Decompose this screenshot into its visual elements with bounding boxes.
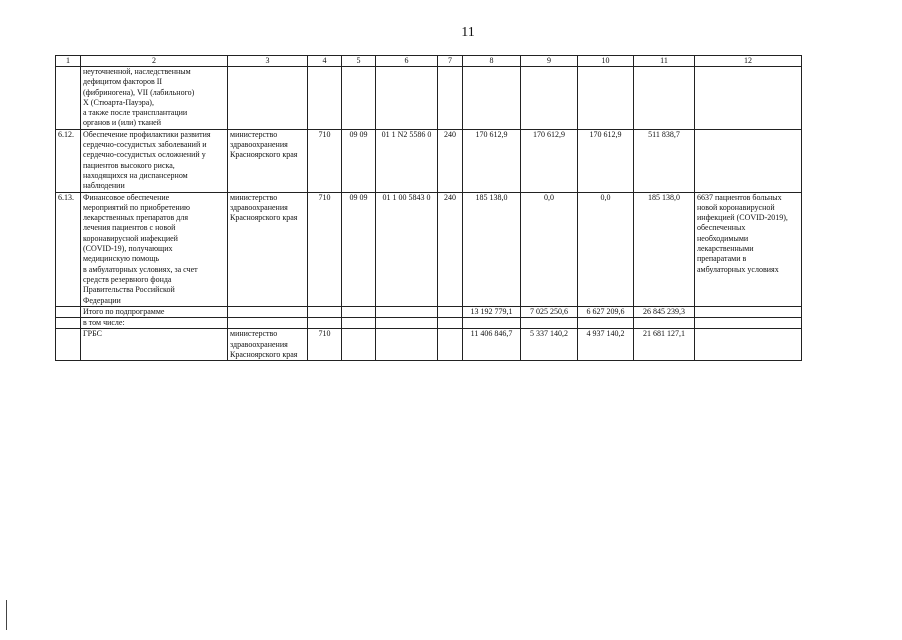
item-number-cell: 6.13. xyxy=(56,192,81,306)
grbs-name-cell xyxy=(228,192,308,306)
item-number-cell: 6.12. xyxy=(56,129,81,192)
target-article-cell: 01 1 00 5843 0 xyxy=(376,192,438,306)
cell-line: Финансовое обеспечение xyxy=(83,192,170,202)
section-code-cell xyxy=(342,329,376,361)
cell-line: инфекцией (COVID-2019), xyxy=(697,213,788,223)
item-name-cell xyxy=(81,318,228,329)
target-article-cell: 01 1 N2 5586 0 xyxy=(376,129,438,192)
amount-year2-cell xyxy=(521,318,578,329)
amount-total-cell xyxy=(634,318,695,329)
cell-line: обеспеченных xyxy=(697,223,746,233)
expense-type-cell: 240 xyxy=(438,129,463,192)
expected-result-cell xyxy=(695,329,802,361)
cell-line: дефицитом факторов II xyxy=(83,77,163,87)
cell-line: Красноярского края xyxy=(230,213,298,223)
header-row xyxy=(56,56,802,67)
cell-line: министерство xyxy=(230,329,278,339)
cell-line: сердечно-сосудистых осложнений у xyxy=(83,150,206,160)
table-row xyxy=(56,329,802,361)
expected-result-cell xyxy=(695,67,802,130)
grbs-code-cell: 710 xyxy=(308,192,342,306)
amount-year3-cell xyxy=(578,67,634,130)
cell-line: средств резервного фонда xyxy=(83,274,172,284)
cell-line: 6637 пациентов больных xyxy=(697,192,782,202)
cell-line: здравоохранения xyxy=(230,140,288,150)
amount-year3-cell: 4 937 140,2 xyxy=(578,329,634,361)
column-number-cell: 2 xyxy=(81,56,228,67)
amount-year2-cell xyxy=(521,67,578,130)
amount-year3-cell: 6 627 209,6 xyxy=(578,306,634,317)
cell-line: медицинскую помощь xyxy=(83,254,160,264)
item-number-cell xyxy=(56,306,81,317)
target-article-cell xyxy=(376,306,438,317)
table-row xyxy=(56,192,802,306)
cell-line: Обеспечение профилактики развития xyxy=(83,129,211,139)
cell-line: министерство xyxy=(230,192,278,202)
expense-type-cell xyxy=(438,67,463,130)
grbs-code-cell xyxy=(308,306,342,317)
cell-line: лекарственными xyxy=(697,244,754,254)
column-number-cell: 12 xyxy=(695,56,802,67)
target-article-cell xyxy=(376,318,438,329)
cell-line: сердечно-сосудистых заболеваний и xyxy=(83,140,207,150)
table-row xyxy=(56,67,802,130)
table-row xyxy=(56,129,802,192)
cell-line: Правительства Российской xyxy=(83,285,175,295)
cell-line: необходимыми xyxy=(697,233,749,243)
amount-year2-cell: 170 612,9 xyxy=(521,129,578,192)
amount-year1-cell: 11 406 846,7 xyxy=(463,329,521,361)
cell-line: министерство xyxy=(230,129,278,139)
column-number-cell: 1 xyxy=(56,56,81,67)
cell-line: мероприятий по приобретению xyxy=(83,202,190,212)
cell-line: препаратами в xyxy=(697,254,747,264)
section-code-cell xyxy=(342,67,376,130)
page-number: 11 xyxy=(461,25,475,40)
cell-line: наблюдении xyxy=(83,181,125,191)
grbs-name-cell xyxy=(228,318,308,329)
section-code-cell xyxy=(342,318,376,329)
target-article-cell xyxy=(376,67,438,130)
margin-line xyxy=(6,600,7,630)
cell-line: ГРБС xyxy=(83,329,102,339)
budget-table xyxy=(55,55,802,361)
cell-line: Итого по подпрограмме xyxy=(83,306,165,316)
column-number-cell: 6 xyxy=(376,56,438,67)
amount-year2-cell: 7 025 250,6 xyxy=(521,306,578,317)
cell-line: находящихся на диспансерном xyxy=(83,170,188,180)
grbs-code-cell: 710 xyxy=(308,129,342,192)
item-number-cell xyxy=(56,67,81,130)
target-article-cell xyxy=(376,329,438,361)
cell-line: (фибриногена), VII (лабильного) xyxy=(83,87,195,97)
expected-result-cell xyxy=(695,306,802,317)
item-name-cell xyxy=(81,329,228,361)
cell-line: Красноярского края xyxy=(230,350,298,360)
section-code-cell: 09 09 xyxy=(342,192,376,306)
amount-year1-cell: 13 192 779,1 xyxy=(463,306,521,317)
amount-year2-cell: 0,0 xyxy=(521,192,578,306)
amount-total-cell: 185 138,0 xyxy=(634,192,695,306)
amount-year3-cell: 170 612,9 xyxy=(578,129,634,192)
table-row xyxy=(56,306,802,317)
cell-line: амбулаторных условиях xyxy=(697,264,779,274)
cell-line: здравоохранения xyxy=(230,202,288,212)
grbs-name-cell xyxy=(228,67,308,130)
expense-type-cell xyxy=(438,306,463,317)
expected-result-cell xyxy=(695,318,802,329)
cell-line: новой коронавирусной xyxy=(697,202,775,212)
amount-year1-cell: 170 612,9 xyxy=(463,129,521,192)
cell-line: Красноярского края xyxy=(230,150,298,160)
cell-line: пациентов высокого риска, xyxy=(83,160,175,170)
table-row xyxy=(56,318,802,329)
section-code-cell xyxy=(342,306,376,317)
amount-year1-cell xyxy=(463,318,521,329)
column-number-cell: 11 xyxy=(634,56,695,67)
amount-total-cell: 511 838,7 xyxy=(634,129,695,192)
grbs-name-cell xyxy=(228,329,308,361)
expense-type-cell: 240 xyxy=(438,192,463,306)
amount-year3-cell: 0,0 xyxy=(578,192,634,306)
cell-line: в амбулаторных условиях, за счет xyxy=(83,264,198,274)
amount-year2-cell: 5 337 140,2 xyxy=(521,329,578,361)
amount-year3-cell xyxy=(578,318,634,329)
amount-year1-cell xyxy=(463,67,521,130)
cell-line: (COVID-19), получающих xyxy=(83,244,173,254)
column-number-cell: 9 xyxy=(521,56,578,67)
expected-result-cell xyxy=(695,129,802,192)
cell-line: лекарственных препаратов для xyxy=(83,213,189,223)
item-name-cell xyxy=(81,129,228,192)
grbs-code-cell: 710 xyxy=(308,329,342,361)
column-number-cell: 5 xyxy=(342,56,376,67)
amount-total-cell: 21 681 127,1 xyxy=(634,329,695,361)
item-name-cell xyxy=(81,67,228,130)
column-number-cell: 10 xyxy=(578,56,634,67)
cell-line: органов и (или) тканей xyxy=(83,118,161,128)
amount-year1-cell: 185 138,0 xyxy=(463,192,521,306)
item-number-cell xyxy=(56,318,81,329)
cell-line: X (Стюарта-Пауэра), xyxy=(83,97,154,107)
grbs-name-cell xyxy=(228,129,308,192)
grbs-code-cell xyxy=(308,67,342,130)
cell-line: а также после трансплантации xyxy=(83,108,188,118)
expected-result-cell xyxy=(695,192,802,306)
column-number-cell: 3 xyxy=(228,56,308,67)
column-number-cell: 7 xyxy=(438,56,463,67)
item-number-cell xyxy=(56,329,81,361)
item-name-cell xyxy=(81,306,228,317)
grbs-name-cell xyxy=(228,306,308,317)
amount-total-cell: 26 845 239,3 xyxy=(634,306,695,317)
cell-line: Федерации xyxy=(83,295,121,305)
expense-type-cell xyxy=(438,318,463,329)
cell-line: коронавирусной инфекцией xyxy=(83,233,178,243)
cell-line: здравоохранения xyxy=(230,339,288,349)
cell-line: в том числе: xyxy=(83,318,125,328)
amount-total-cell xyxy=(634,67,695,130)
grbs-code-cell xyxy=(308,318,342,329)
item-name-cell xyxy=(81,192,228,306)
column-number-cell: 8 xyxy=(463,56,521,67)
column-number-cell: 4 xyxy=(308,56,342,67)
cell-line: неуточненной, наследственным xyxy=(83,67,191,76)
expense-type-cell xyxy=(438,329,463,361)
section-code-cell: 09 09 xyxy=(342,129,376,192)
cell-line: лечения пациентов с новой xyxy=(83,223,176,233)
